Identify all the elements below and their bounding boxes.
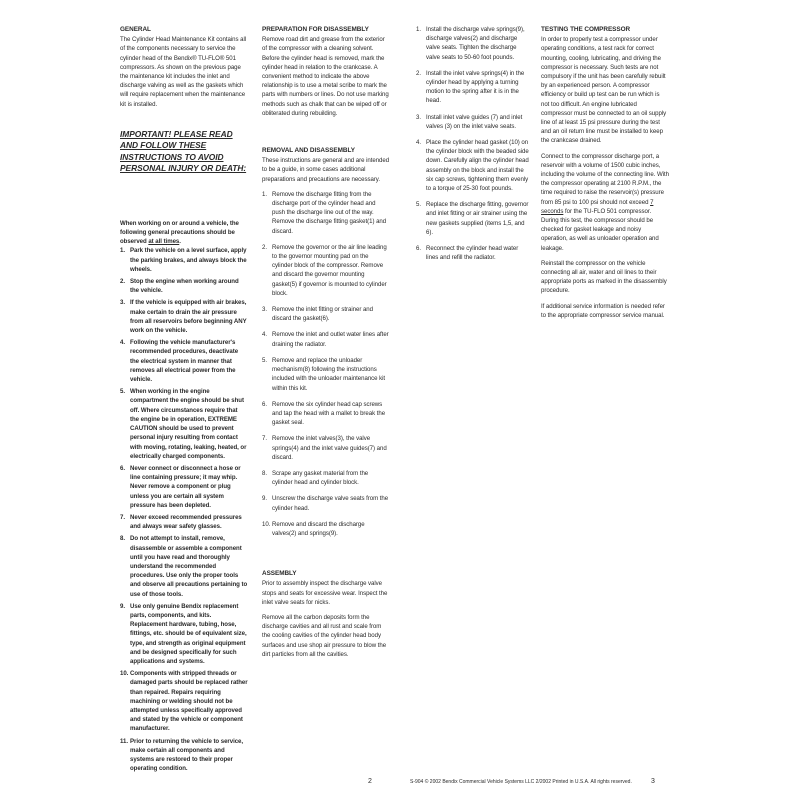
item-text: Remove the inlet valves(3), the valve springs(4) and the inlet valve guides(7) and discard.: [272, 435, 387, 461]
item-text: Remove the inlet and outlet water lines after draining the radiator.: [272, 331, 389, 348]
item-number: 4.: [262, 331, 267, 339]
item-text: Never connect or disconnect a hose or line containing pressure; it may whip. Never remove a component or plug unless you are certain all system pressure has been depleted.: [130, 464, 241, 509]
list-item: [262, 494, 390, 512]
item-number: 1.: [120, 247, 125, 255]
list-item: [120, 602, 248, 666]
list-item: [262, 305, 390, 323]
list-item: [120, 246, 248, 274]
item-text: Remove the governor or the air line leading to the governor mounting pad on the cylinder block of the compressor. Remove and discard the governor mounting gasket(5) if governor is mounted to cylinder block.: [272, 243, 387, 297]
removal-heading: REMOVAL AND DISASSEMBLY: [262, 147, 355, 155]
item-text: Following the vehicle manufacturer's recommended procedures, deactivate the electrical system in manner that removes all electrical power from the vehicle.: [130, 339, 239, 384]
precautions-lead-text: When working on or around a vehicle, the following general precautions should be observed: [120, 219, 239, 246]
item-number: 8.: [262, 469, 267, 477]
item-number: 7.: [120, 513, 125, 521]
item-text: Prior to returning the vehicle to service, make certain all components and systems are restored to their proper operating condition.: [130, 737, 244, 773]
list-item: [120, 534, 248, 598]
item-text: Stop the engine when working around the vehicle.: [130, 278, 239, 295]
item-text: Never exceed recommended pressures and always wear safety glasses.: [130, 513, 242, 531]
page-number-left: 2: [368, 778, 372, 785]
column-disassembly: [262, 25, 390, 665]
list-item: [120, 298, 248, 335]
item-number: 2.: [416, 69, 421, 77]
general-intro: The Cylinder Head Maintenance Kit contains all of the components necessary to service the cylinder head of the Bendix® TU-FLO® 501 compressors. As shown on the previous page the maintenance kit includes the inlet and discharge valving as well as the gaskets which will require replacement when the maintenance kit is installed.: [120, 36, 247, 108]
list-item: [416, 244, 531, 262]
item-number: 4.: [120, 339, 125, 347]
page-number-right: 3: [651, 778, 655, 785]
list-item: [416, 69, 531, 106]
list-item: [416, 113, 531, 131]
column-testing: [541, 25, 669, 326]
item-number: 10.: [120, 670, 129, 678]
item-number: 8.: [120, 535, 125, 543]
column-assembly-steps: [416, 25, 531, 269]
item-text: Install the discharge valve springs(9), discharge valves(2) and discharge valve seats. Tighten the discharge valve seats to 50-60 foot pounds.: [426, 26, 525, 61]
testing-time-limit: 7 seconds: [541, 198, 654, 215]
list-item: [262, 190, 390, 236]
item-number: 5.: [262, 356, 267, 364]
list-item: [416, 200, 531, 237]
item-text: Scrape any gasket material from the cylinder head and cylinder block.: [272, 469, 369, 487]
item-text: Reconnect the cylinder head water lines and refill the radiator.: [426, 245, 519, 262]
general-heading: GENERAL: [120, 26, 151, 33]
assembly-steps: [416, 25, 531, 262]
item-number: 5.: [120, 388, 125, 396]
item-text: Install inlet valve guides (7) and inlet valves (3) on the inlet valve seats.: [426, 113, 523, 130]
precautions-lead-underlined: at all times: [148, 238, 180, 246]
item-text: Do not attempt to install, remove, disassemble or assemble a component until you have read and thoroughly understand the recommended procedures. Use only the proper tools and observe all precautions pertaining to use of those tools.: [130, 535, 248, 598]
item-number: 9.: [262, 495, 267, 503]
assembly-text-1: Prior to assembly inspect the discharge valve stops and seats for excessive wear. Inspect the inlet valve seats for nicks.: [262, 580, 388, 606]
list-item: [262, 243, 390, 298]
list-item: [416, 25, 531, 62]
precautions-lead: [120, 219, 248, 247]
item-text: If the vehicle is equipped with air brakes, make certain to drain the air pressure from all reservoirs before beginning ANY work on the vehicle.: [130, 299, 247, 335]
item-number: 2.: [262, 243, 267, 251]
precautions-lead-period: .: [179, 238, 181, 246]
item-number: 6.: [262, 400, 267, 408]
item-text: Remove the discharge fitting from the discharge port of the cylinder head and push the discharge line out of the way. Remove the discharge fitting gasket(1) and discard.: [272, 190, 387, 235]
item-number: 6.: [416, 245, 421, 253]
testing-paragraph-1: In order to properly test a compressor under operating conditions, a test rack for correct mounting, cooling, lubricating, and driving the compressor is necessary. Such tests are not compulsory if the unit has been carefully rebuilt by an experienced person. A compressor efficiency or build up test can be run which is not too difficult. An engine lubricated compressor must be connected to an oil supply line of at least 15 psi pressure during the test and an oil return line must be installed to keep the crankcase drained.: [541, 36, 667, 145]
item-text: Remove the inlet fitting or strainer and discard the gasket(6).: [272, 306, 373, 323]
item-text: Park the vehicle on a level surface, apply the parking brakes, and always block the wheels.: [130, 247, 247, 273]
item-text: Remove and replace the unloader mechanism(8) following the instructions included with the unloader maintenance kit within this kit.: [272, 356, 386, 392]
list-item: [262, 434, 390, 462]
item-text: When working in the engine compartment the engine should be shut off. Where circumstances require that the engine be in operation, EXTREME CAUTION should be used to prevent personal injury resulting from contact with moving, rotating, leaking, heated, or electrically charged components.: [130, 388, 247, 460]
item-number: 1.: [416, 26, 421, 33]
testing-heading: TESTING THE COMPRESSOR: [541, 26, 631, 33]
item-number: 3.: [120, 299, 125, 307]
item-text: Replace the discharge fitting, governor and inlet fitting or air strainer using the new gaskets supplied (items 1,5, and 6).: [426, 201, 529, 236]
list-item: [262, 469, 390, 487]
preparation-heading: PREPARATION FOR DISASSEMBLY: [262, 26, 369, 33]
item-number: 2.: [120, 278, 125, 286]
item-number: 11.: [120, 737, 128, 745]
item-text: Remove the six cylinder head cap screws and tap the head with a mallet to break the gasket seal.: [272, 400, 386, 427]
list-item: [120, 464, 248, 510]
item-number: 6.: [120, 464, 125, 472]
item-number: 10.: [262, 520, 271, 528]
item-text: Components with stripped threads or damaged parts should be replaced rather than repaired. Repairs requiring machining or welding should not be attempted unless specifically approved and stated by the vehicle or component manufacturer.: [130, 670, 248, 733]
item-text: Place the cylinder head gasket (10) on the cylinder block with the beaded side down. Carefully align the cylinder head assembly on the block and install the six cap screws, tightening them evenly to a torque of 25-30 foot pounds.: [426, 139, 529, 193]
list-item: [120, 387, 248, 461]
testing-paragraph-2-end: for the TU-FLO 501 compressor. During this test, the compressor should be checked for gasket leakage and noisy operation, as well as unloader operation and leakage.: [541, 207, 659, 252]
removal-steps: [262, 190, 390, 538]
preparation-text: Remove road dirt and grease from the exterior of the compressor with a cleaning solvent. Before the cylinder head is removed, mark the cylinder head in relation to the crankcase. A convenient method to indicate the above relationship is to use a metal scribe to mark the parts with numbers or lines. Do not use marking methods such as chalk that can be wiped off or obliterated during rebuilding.: [262, 36, 389, 117]
item-number: 7.: [262, 435, 267, 443]
testing-paragraph-2: [541, 152, 669, 253]
item-text: Remove and discard the discharge valves(2) and springs(9).: [272, 520, 365, 537]
column-general: [120, 25, 248, 776]
list-item: [262, 356, 390, 393]
item-number: 3.: [262, 306, 267, 314]
testing-paragraph-4: If additional service information is needed refer to the appropriate compressor service manual.: [541, 302, 665, 319]
list-item: [120, 277, 248, 295]
precautions-list: [120, 246, 248, 773]
list-item: [416, 138, 531, 193]
testing-paragraph-2-start: Connect to the compressor discharge port, a reservoir with a volume of 1500 cubic inches, including the volume of the connecting line. With the compressor operating at 2100 R.P.M., the time required to raise the reservoir(s) pressure from 85 psi to 100 psi should not exceed: [541, 152, 669, 206]
testing-paragraph-3: Reinstall the compressor on the vehicle connecting all air, water and oil lines to their appropriate ports as marked in the disassembly procedure.: [541, 259, 667, 295]
copyright-footer: S-904 © 2002 Bendix Commercial Vehicle Systems LLC 2/2002 Printed in U.S.A. All rights reserved.: [410, 779, 632, 785]
item-text: Use only genuine Bendix replacement parts, components, and kits. Replacement hardware, tubing, hose, fittings, etc. should be of equivalent size, type, and strength as original equipment and be designed specifically for such applications and systems.: [130, 602, 247, 665]
removal-intro: These instructions are general and are intended to be a guide, in some cases additional preparations and precautions are necessary.: [262, 157, 390, 183]
list-item: [262, 400, 390, 428]
list-item: [120, 737, 248, 774]
assembly-heading: ASSEMBLY: [262, 570, 297, 578]
item-number: 9.: [120, 602, 125, 610]
item-number: 5.: [416, 201, 421, 209]
item-number: 3.: [416, 113, 421, 121]
item-number: 1.: [262, 190, 267, 198]
assembly-text-2: Remove all the carbon deposits form the discharge cavities and all rust and scale from the cooling cavities of the cylinder head body surfaces and use shop air pressure to blow the dirt particles from all the cavities.: [262, 613, 387, 658]
item-text: Install the inlet valve springs(4) in the cylinder head by applying a turning motion to the spring after it is in the head.: [426, 69, 525, 105]
important-warning: IMPORTANT! PLEASE READ AND FOLLOW THESE INSTRUCTIONS TO AVOID PERSONAL INJURY OR DEATH:: [120, 128, 247, 174]
list-item: [262, 330, 390, 348]
item-text: Unscrew the discharge valve seats from the cylinder head.: [272, 495, 389, 512]
list-item: [120, 338, 248, 384]
item-number: 4.: [416, 139, 421, 147]
list-item: [262, 520, 390, 538]
list-item: [120, 669, 248, 733]
list-item: [120, 513, 248, 531]
